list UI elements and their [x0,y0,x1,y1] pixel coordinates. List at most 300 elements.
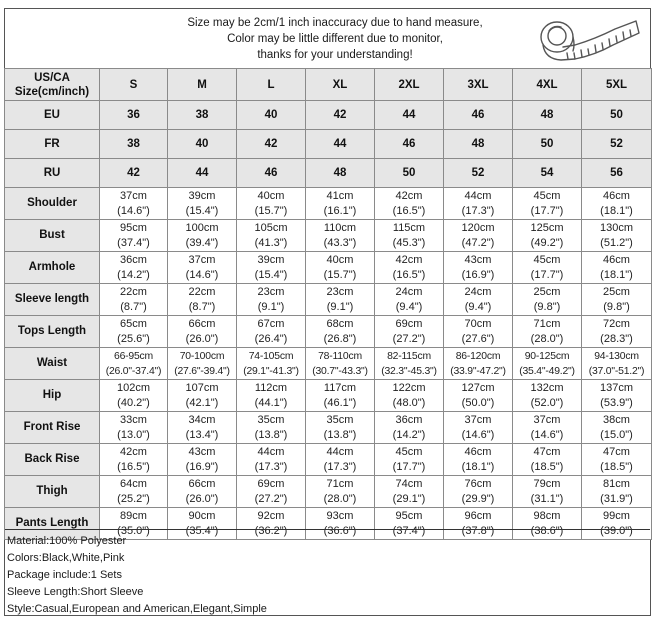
inch-value: (9.1") [257,300,285,313]
cm-value: 120cm [461,221,495,234]
measurement-cell [306,316,375,348]
measurement-cell [444,444,513,476]
measurement-cell [100,316,168,348]
inch-value: (26.8") [323,332,357,345]
inch-value: (29.9") [461,492,495,505]
inch-value: (36.2") [254,524,288,537]
measurement-cell [582,252,652,284]
inch-value: (14.2") [117,268,150,281]
cm-value: 46cm [603,253,630,266]
measurement-cell [375,220,444,252]
size-header-label [5,69,100,101]
cm-value: 45cm [533,253,561,266]
inch-value: (9.1") [326,300,354,313]
cm-value: 44cm [257,445,285,458]
measurement-cell [168,380,237,412]
inch-value: (45.3") [392,236,426,249]
measurement-cell [237,188,306,220]
inch-value: (29.1") [392,492,426,505]
cm-value: 112cm [254,381,288,394]
measurement-cell [513,476,582,508]
cm-value: 45cm [395,445,423,458]
cm-value: 69cm [257,477,285,490]
inch-value: (37.8") [461,524,495,537]
cm-value: 76cm [464,477,492,490]
measurement-cell [100,188,168,220]
cm-value: 117cm [323,381,357,394]
measurement-cell [444,316,513,348]
cm-value: 46cm [464,445,492,458]
inch-value: (9.8") [603,300,630,313]
inch-value: (8.7") [120,300,147,313]
size-header-cell: 5XL [582,69,652,101]
cm-value: 34cm [188,413,216,426]
cm-value: 47cm [533,445,561,458]
measurement-cell [100,252,168,284]
cm-value: 78-110cm [318,350,362,362]
cm-value: 40cm [257,189,285,202]
inch-value: (25.6") [117,332,150,345]
inch-value: (37.4") [392,524,426,537]
notice-text [125,15,545,63]
notice-line: thanks for your understanding! [257,49,413,61]
inch-value: (37.0"-51.2") [588,365,645,377]
cm-value: 39cm [188,189,216,202]
inch-value: (9.4") [464,300,492,313]
inch-value: (26.4") [254,332,288,345]
measurement-cell [582,220,652,252]
conversion-cell: 48 [444,130,513,159]
inch-value: (17.3") [254,460,288,473]
cm-value: 33cm [120,413,147,426]
measurement-cell [168,316,237,348]
size-table [4,68,652,540]
cm-value: 98cm [533,509,561,522]
cm-value: 69cm [395,317,423,330]
inch-value: (35.4"-49.2") [519,365,575,377]
inch-value: (51.2") [600,236,633,249]
measurement-label: Pants Length [5,508,100,540]
inch-value: (39.0") [600,524,633,537]
size-header-cell: M [168,69,237,101]
inch-value: (41.3") [254,236,288,249]
cm-value: 42cm [395,189,423,202]
cm-value: 70cm [464,317,492,330]
inch-value: (18.5") [530,460,564,473]
measurement-cell [100,444,168,476]
cm-value: 95cm [395,509,423,522]
measurement-cell [444,284,513,316]
cm-value: 115cm [392,221,426,234]
conversion-cell: 38 [100,130,168,159]
detail-material: Material:100% Polyester [7,535,127,547]
measurement-cell [168,348,237,380]
detail-style: Style:Casual,European and American,Elegant,Simple [7,603,267,615]
cm-value: 90-125cm [524,350,570,362]
measurement-cell [306,284,375,316]
inch-value: (16.9") [185,460,219,473]
measurement-row-sleeve-length [5,284,652,316]
cm-value: 41cm [326,189,354,202]
inch-value: (36.6") [323,524,357,537]
conversion-cell: 46 [444,101,513,130]
measurement-cell [444,348,513,380]
size-header-cell: 2XL [375,69,444,101]
cm-value: 24cm [464,285,492,298]
conversion-cell: 46 [375,130,444,159]
cm-value: 127cm [461,381,495,394]
cm-value: 38cm [603,413,630,426]
measurement-cell [237,316,306,348]
inch-value: (27.6"-39.4") [174,365,230,377]
cm-value: 105cm [254,221,288,234]
measurement-cell [513,444,582,476]
conversion-cell: 44 [168,159,237,188]
measurement-cell [513,348,582,380]
size-header-cell: L [237,69,306,101]
inch-value: (15.7") [323,268,357,281]
measurement-cell [375,444,444,476]
inch-value: (53.9") [600,396,633,409]
measurement-cell [100,476,168,508]
measurement-cell [237,284,306,316]
measurement-cell [513,220,582,252]
size-header-cell: 4XL [513,69,582,101]
detail-sleeve-length: Sleeve Length:Short Sleeve [7,586,144,598]
conversion-cell: 42 [100,159,168,188]
cm-value: 66-95cm [113,350,154,362]
measurement-cell [306,252,375,284]
cm-value: 42cm [395,253,423,266]
cm-value: 67cm [257,317,285,330]
cm-value: 110cm [323,221,357,234]
measurement-cell [168,188,237,220]
measurement-cell [444,412,513,444]
measurement-cell [306,348,375,380]
conversion-label: FR [5,130,100,159]
conversion-cell: 44 [375,101,444,130]
measurement-cell [375,348,444,380]
measurement-cell [375,412,444,444]
conversion-cell: 42 [306,101,375,130]
conversion-cell: 54 [513,159,582,188]
inch-value: (13.0") [117,428,150,441]
cm-value: 107cm [185,381,219,394]
measurement-cell [306,412,375,444]
cm-value: 102cm [116,381,151,394]
cm-value: 35cm [257,413,285,426]
measurement-cell [237,252,306,284]
measurement-cell [168,284,237,316]
notice-line: Size may be 2cm/1 inch inaccuracy due to hand measure, [187,17,483,29]
measuring-tape-icon [535,15,645,67]
measurement-cell [513,188,582,220]
inch-value: (13.4") [185,428,219,441]
inch-value: (47.2") [461,236,495,249]
measurement-label: Tops Length [5,316,100,348]
inch-value: (52.0") [530,396,564,409]
inch-value: (25.2") [117,492,150,505]
inch-value: (37.4") [117,236,150,249]
measurement-cell [375,380,444,412]
measurement-cell [306,444,375,476]
measurement-cell [306,220,375,252]
cm-value: 86-120cm [455,350,501,362]
measurement-cell [306,188,375,220]
conversion-cell: 56 [582,159,652,188]
cm-value: 81cm [603,477,630,490]
inch-value: (28.0") [530,332,564,345]
conversion-cell: 40 [168,130,237,159]
measurement-cell [100,284,168,316]
measurement-cell [100,412,168,444]
cm-value: 44cm [464,189,492,202]
inch-value: (14.6") [117,204,150,217]
size-header-row [5,69,652,101]
measurement-cell [306,476,375,508]
conversion-cell: 44 [306,130,375,159]
measurement-cell [582,284,652,316]
cm-value: 23cm [326,285,354,298]
inch-value: (39.4") [185,236,219,249]
conversion-row-ru [5,159,652,188]
measurement-cell [513,284,582,316]
measurement-cell [582,476,652,508]
cm-value: 36cm [395,413,423,426]
conversion-label: RU [5,159,100,188]
inch-value: (15.4") [185,204,219,217]
size-header-cell: XL [306,69,375,101]
conversion-cell: 36 [100,101,168,130]
cm-value: 82-115cm [387,350,431,362]
inch-value: (48.0") [392,396,426,409]
inch-value: (16.5") [392,268,426,281]
inch-value: (15.7") [254,204,288,217]
inch-value: (46.1") [323,396,357,409]
cm-value: 70-100cm [179,350,225,362]
cm-value: 42cm [120,445,147,458]
cm-value: 71cm [326,477,354,490]
cm-value: 92cm [257,509,285,522]
inch-value: (16.5") [392,204,426,217]
cm-value: 37cm [464,413,492,426]
cm-value: 23cm [257,285,285,298]
measurement-row-shoulder [5,188,652,220]
cm-value: 122cm [392,381,426,394]
cm-value: 93cm [326,509,354,522]
conversion-cell: 50 [582,101,652,130]
cm-value: 24cm [395,285,423,298]
inch-value: (27.2") [254,492,288,505]
detail-colors: Colors:Black,White,Pink [7,552,125,564]
inch-value: (8.7") [188,300,216,313]
conversion-cell: 50 [513,130,582,159]
inch-value: (43.3") [323,236,357,249]
measurement-row-armhole [5,252,652,284]
conversion-cell: 40 [237,101,306,130]
inch-value: (16.9") [461,268,495,281]
conversion-row-eu [5,101,652,130]
inch-value: (16.5") [117,460,150,473]
cm-value: 132cm [530,381,564,394]
inch-value: (17.7") [530,268,564,281]
inch-value: (14.2") [392,428,426,441]
cm-value: 37cm [188,253,216,266]
cm-value: 40cm [326,253,354,266]
inch-value: (14.6") [530,428,564,441]
cm-value: 36cm [120,253,147,266]
conversion-cell: 46 [237,159,306,188]
inch-value: (15.4") [254,268,288,281]
measurement-cell [237,444,306,476]
measurement-cell [513,412,582,444]
cm-value: 43cm [188,445,216,458]
cm-value: 37cm [533,413,561,426]
conversion-cell: 52 [582,130,652,159]
measurement-cell [513,380,582,412]
inch-value: (14.6") [185,268,219,281]
cm-value: 74-105cm [248,350,294,362]
measurement-row-front-rise [5,412,652,444]
inch-value: (9.8") [533,300,561,313]
inch-value: (38.6") [530,524,564,537]
cm-value: 65cm [120,317,147,330]
measurement-label: Shoulder [5,188,100,220]
inch-value: (35.4") [185,524,219,537]
measurement-cell [582,188,652,220]
measurement-cell [375,316,444,348]
measurement-row-bust [5,220,652,252]
conversion-row-fr [5,130,652,159]
cm-value: 130cm [599,221,634,234]
measurement-row-tops-length [5,316,652,348]
measurement-cell [100,220,168,252]
measurement-cell [168,252,237,284]
measurement-cell [444,380,513,412]
measurement-label: Sleeve length [5,284,100,316]
measurement-cell [444,220,513,252]
inch-value: (13.8") [323,428,357,441]
inch-value: (15.0") [600,428,633,441]
cm-value: 43cm [464,253,492,266]
region-label: US/CA [34,71,70,84]
inch-value: (26.0"-37.4") [105,365,162,377]
cm-value: 46cm [603,189,630,202]
measurement-label: Waist [5,348,100,380]
inch-value: (18.1") [461,460,495,473]
inch-value: (50.0") [461,396,495,409]
inch-value: (40.2") [117,396,150,409]
measurement-cell [375,476,444,508]
measurement-label: Thigh [5,476,100,508]
conversion-cell: 48 [513,101,582,130]
cm-value: 68cm [326,317,354,330]
conversion-label: EU [5,101,100,130]
measurement-row-thigh [5,476,652,508]
measurement-cell [237,380,306,412]
measurement-row-hip [5,380,652,412]
cm-value: 137cm [599,381,634,394]
cm-value: 74cm [395,477,423,490]
cm-value: 89cm [120,509,147,522]
cm-value: 64cm [120,477,147,490]
measurement-cell [237,220,306,252]
inch-value: (17.3") [323,460,357,473]
cm-value: 37cm [120,189,147,202]
inch-value: (49.2") [530,236,564,249]
cm-value: 39cm [257,253,285,266]
inch-value: (16.1") [323,204,357,217]
cm-value: 45cm [533,189,561,202]
cm-value: 66cm [188,317,216,330]
inch-value: (32.3"-45.3") [381,365,437,377]
cm-value: 125cm [530,221,564,234]
size-header-cell: 3XL [444,69,513,101]
inch-value: (31.9") [600,492,633,505]
measurement-cell [237,348,306,380]
cm-value: 44cm [326,445,354,458]
measurement-cell [237,476,306,508]
cm-value: 90cm [188,509,216,522]
measurement-cell [100,380,168,412]
conversion-cell: 52 [444,159,513,188]
inch-value: (18.1") [600,204,633,217]
inch-value: (28.3") [600,332,633,345]
inch-value: (28.0") [323,492,357,505]
conversion-cell: 50 [375,159,444,188]
measurement-cell [168,220,237,252]
cm-value: 22cm [120,285,147,298]
cm-value: 72cm [603,317,630,330]
inch-value: (9.4") [395,300,423,313]
inch-value: (27.6") [461,332,495,345]
inch-value: (13.8") [254,428,288,441]
inch-value: (14.6") [461,428,495,441]
cm-value: 22cm [188,285,216,298]
measurement-cell [168,476,237,508]
conversion-cell: 38 [168,101,237,130]
inch-value: (17.7") [530,204,564,217]
measurement-label: Armhole [5,252,100,284]
inch-value: (30.7"-43.3") [312,365,368,377]
size-header-cell: S [100,69,168,101]
measurement-cell [375,252,444,284]
measurement-label: Hip [5,380,100,412]
inch-value: (17.3") [461,204,495,217]
cm-value: 94-130cm [594,350,639,362]
measurement-cell [444,188,513,220]
inch-value: (18.1") [600,268,633,281]
cm-value: 79cm [533,477,561,490]
measurement-cell [582,316,652,348]
measurement-cell [375,284,444,316]
inch-value: (44.1") [254,396,288,409]
cm-value: 96cm [464,509,492,522]
measurement-cell [582,444,652,476]
measurement-cell [444,476,513,508]
measurement-label: Bust [5,220,100,252]
measurement-cell [513,316,582,348]
size-chart-sheet [4,8,651,616]
inch-value: (31.1") [530,492,564,505]
inch-value: (26.0") [185,492,219,505]
inch-value: (42.1") [185,396,219,409]
product-details [5,529,650,616]
inch-value: (26.0") [185,332,219,345]
inch-value: (17.7") [392,460,426,473]
cm-value: 99cm [603,509,630,522]
cm-value: 35cm [326,413,354,426]
